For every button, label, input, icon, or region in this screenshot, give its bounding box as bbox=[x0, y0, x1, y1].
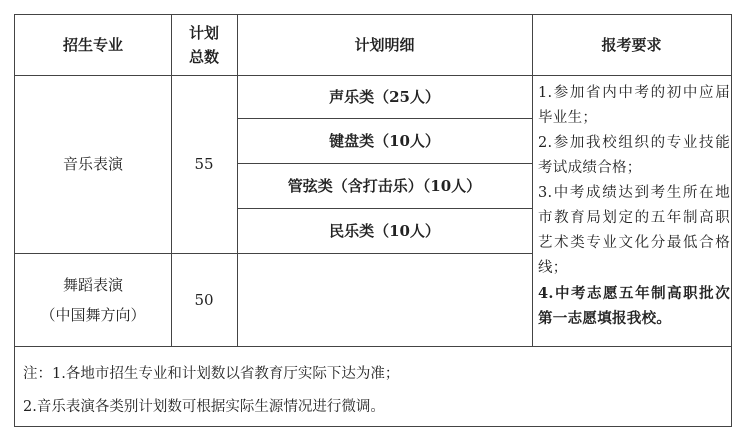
requirement-item-emphasis: 4.中考志愿五年制高职批次第一志愿填报我校。 bbox=[538, 285, 730, 327]
header-requirements bbox=[532, 15, 731, 75]
detail-folk bbox=[237, 208, 532, 253]
header-total bbox=[171, 15, 237, 75]
dance-major-line2: （中国舞方向） bbox=[40, 305, 146, 324]
detail-folk-text: 民乐类（10人） bbox=[329, 221, 440, 240]
header-major-text: 招生专业 bbox=[62, 36, 123, 54]
music-total-text: 55 bbox=[194, 155, 214, 173]
header-detail bbox=[237, 15, 532, 75]
music-major-text: 音乐表演 bbox=[62, 155, 123, 173]
dance-major-line1: 舞蹈表演 bbox=[62, 275, 123, 294]
header-requirements-text: 报考要求 bbox=[601, 36, 662, 54]
note-line-1: 注：1.各地市招生专业和计划数以省教育厅实际下达为准； bbox=[23, 366, 400, 382]
requirement-item: 2.参加我校组织的专业技能考试成绩合格； bbox=[538, 135, 730, 176]
dance-total bbox=[171, 253, 237, 346]
dance-total-text: 50 bbox=[194, 290, 214, 309]
music-major bbox=[15, 75, 171, 253]
header-detail-text: 计划明细 bbox=[354, 36, 415, 54]
dance-major bbox=[15, 253, 171, 346]
header-major bbox=[15, 15, 171, 75]
detail-vocal bbox=[237, 75, 532, 118]
requirement-item: 3.中考成绩达到考生所在地市教育局划定的五年制高职艺术类专业文化分最低合格线； bbox=[538, 185, 730, 276]
detail-orchestral bbox=[237, 163, 532, 208]
header-total-line2: 总数 bbox=[188, 48, 219, 66]
header-total-line1: 计划 bbox=[188, 24, 219, 42]
detail-keyboard bbox=[237, 118, 532, 163]
note-line-2: 2.音乐表演各类别计划数可根据实际生源情况进行微调。 bbox=[23, 399, 385, 415]
requirement-item: 1.参加省内中考的初中应届毕业生； bbox=[538, 85, 730, 126]
detail-vocal-text: 声乐类（25人） bbox=[329, 87, 440, 106]
detail-keyboard-text: 键盘类（10人） bbox=[329, 131, 440, 150]
notes-divider bbox=[15, 346, 731, 347]
music-total bbox=[171, 75, 237, 253]
detail-orchestral-text: 管弦类（含打击乐）（10人） bbox=[287, 176, 482, 195]
admissions-table bbox=[14, 14, 732, 427]
requirements-list bbox=[538, 81, 730, 331]
